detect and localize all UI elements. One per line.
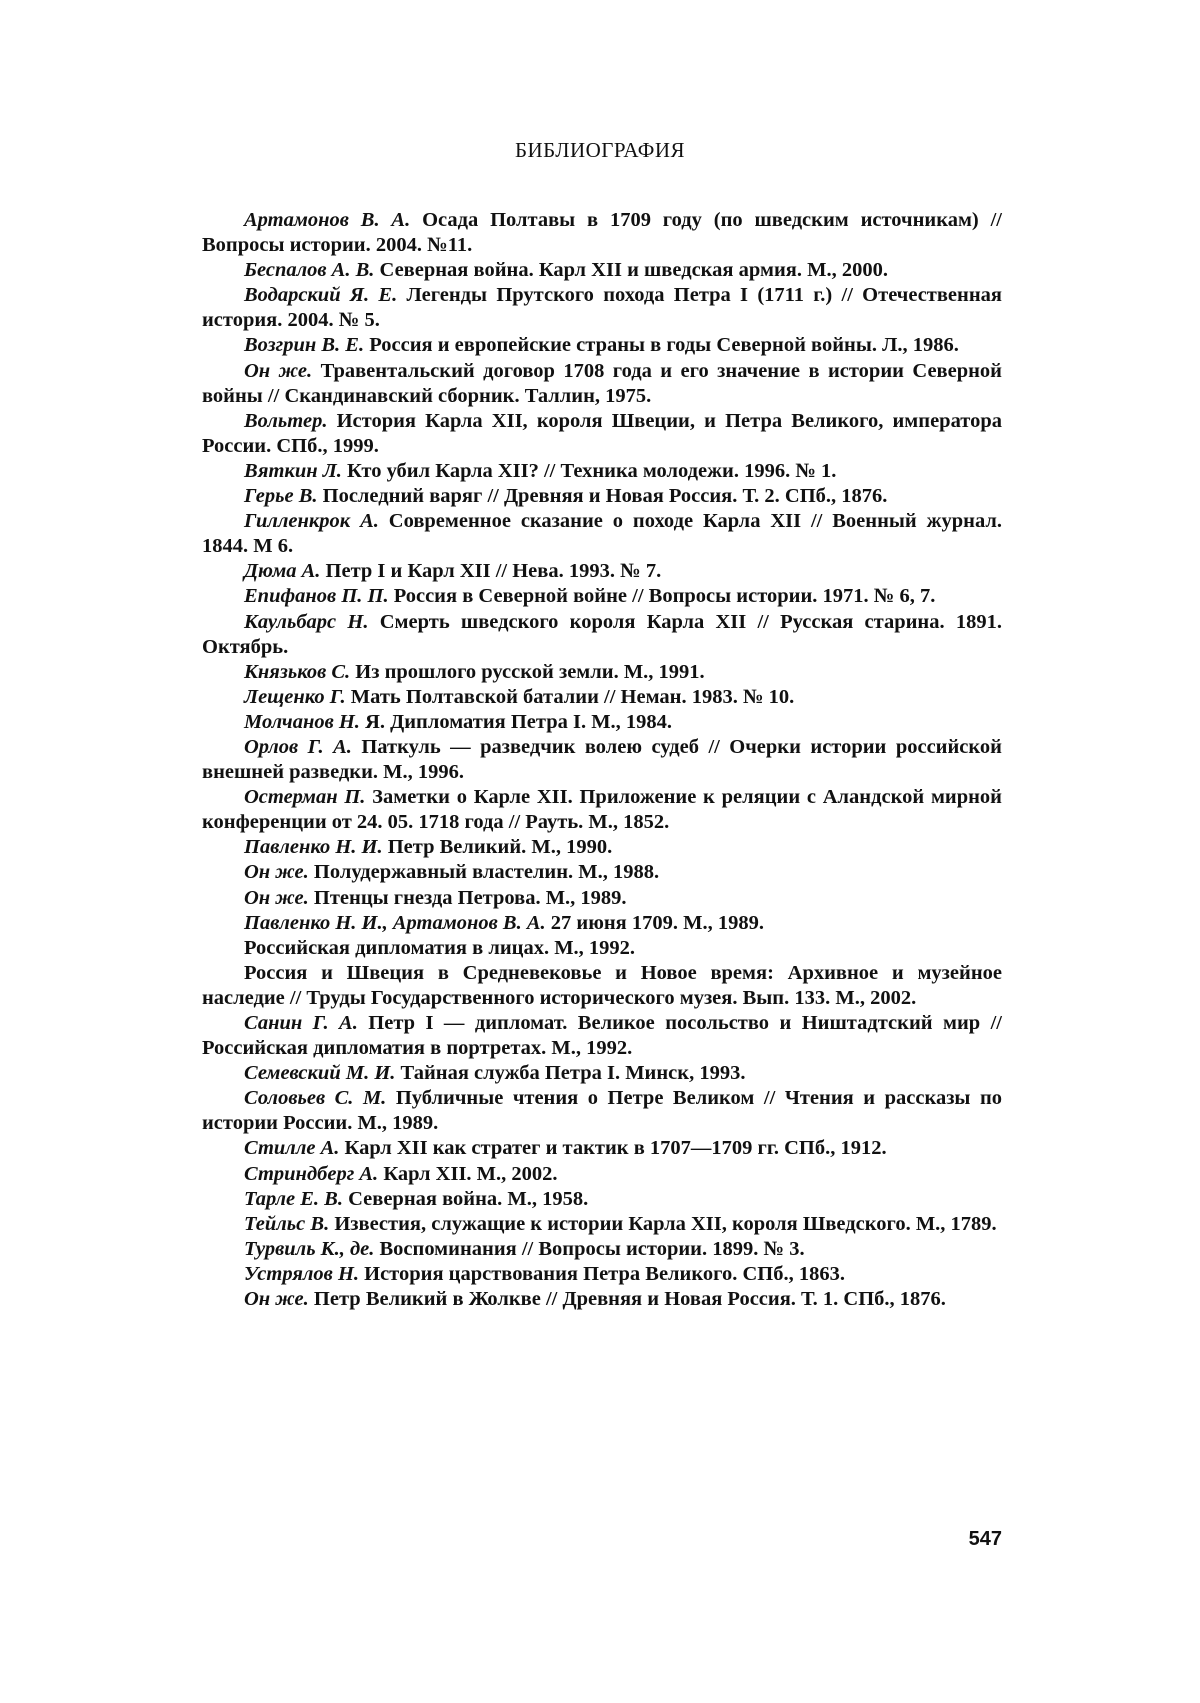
- bibliography-entry: [202, 559, 1002, 584]
- entry-text: Я. Дипломатия Петра I. М., 1984.: [365, 711, 672, 733]
- entry-author: Дюма А.: [244, 560, 320, 582]
- bibliography-entry: [202, 835, 1002, 860]
- entry-text: Паткуль — разведчик волею судеб // Очерки истории российской внешней разведки. М., 1996.: [202, 736, 1002, 783]
- entry-author: Он же.: [244, 887, 309, 909]
- bibliography-entry: [202, 584, 1002, 609]
- entry-author: Водарский Я. Е.: [244, 284, 397, 306]
- entry-text: Северная война. Карл XII и шведская армия. М., 2000.: [380, 259, 888, 281]
- entry-author: Остерман П.: [244, 786, 365, 808]
- bibliography-entry: [202, 1011, 1002, 1061]
- bibliography-entry: [202, 1212, 1002, 1237]
- entry-text: Петр I и Карл XII // Нева. 1993. № 7.: [326, 560, 662, 582]
- entry-author: Он же.: [244, 360, 312, 382]
- bibliography-entry: [202, 961, 1002, 1011]
- entry-author: Гилленкрок А.: [244, 510, 379, 532]
- entry-text: Россия и Швеция в Средневековье и Новое время: Архивное и музейное наследие // Труды Государственного исторического музея. Вып. 133. М., 2002.: [202, 962, 1002, 1009]
- entry-author: Лещенко Г.: [244, 686, 346, 708]
- bibliography-entry: [202, 936, 1002, 961]
- bibliography-entry: [202, 333, 1002, 358]
- entry-text: Травентальский договор 1708 года и его значение в истории Северной войны // Скандинавский сборник. Таллин, 1975.: [202, 360, 1002, 407]
- entry-text: Воспоминания // Вопросы истории. 1899. № 3.: [379, 1238, 804, 1260]
- bibliography-entry: [202, 1237, 1002, 1262]
- entry-text: Россия в Северной войне // Вопросы истории. 1971. № 6, 7.: [394, 585, 936, 607]
- bibliography-entry: [202, 1136, 1002, 1161]
- bibliography-entry: [202, 735, 1002, 785]
- page-title: БИБЛИОГРАФИЯ: [0, 138, 1200, 163]
- entry-author: Павленко Н. И.: [244, 836, 383, 858]
- entry-text: Осада Полтавы в 1709 году (по шведским источникам) // Вопросы истории. 2004. №11.: [202, 209, 1002, 256]
- entry-author: Епифанов П. П.: [244, 585, 389, 607]
- entry-author: Молчанов Н.: [244, 711, 360, 733]
- bibliography-entry: [202, 1162, 1002, 1187]
- bibliography-entry: [202, 283, 1002, 333]
- entry-text: Смерть шведского короля Карла XII // Русская старина. 1891. Октябрь.: [202, 611, 1002, 658]
- entry-author: Стилле А.: [244, 1137, 339, 1159]
- entry-author: Князьков С.: [244, 661, 350, 683]
- bibliography-entry: [202, 1187, 1002, 1212]
- bibliography-entry: [202, 1262, 1002, 1287]
- entry-text: Птенцы гнезда Петрова. М., 1989.: [314, 887, 627, 909]
- entry-author: Герье В.: [244, 485, 318, 507]
- entry-author: Артамонов В. А.: [244, 209, 410, 231]
- entry-text: Тайная служба Петра I. Минск, 1993.: [401, 1062, 746, 1084]
- entry-author: Павленко Н. И., Артамонов В. А.: [244, 912, 546, 934]
- bibliography-entry: [202, 685, 1002, 710]
- entry-author: Вяткин Л.: [244, 460, 342, 482]
- entry-text: Из прошлого русской земли. М., 1991.: [355, 661, 704, 683]
- entry-text: История царствования Петра Великого. СПб., 1863.: [364, 1263, 845, 1285]
- entry-author: Соловьев С. М.: [244, 1087, 386, 1109]
- bibliography-entry: [202, 409, 1002, 459]
- bibliography-entry: [202, 208, 1002, 258]
- entry-author: Семевский М. И.: [244, 1062, 395, 1084]
- bibliography-entry: [202, 710, 1002, 735]
- bibliography-entry: [202, 359, 1002, 409]
- entry-author: Он же.: [244, 861, 309, 883]
- entry-author: Каульбарс Н.: [244, 611, 368, 633]
- bibliography-entry: [202, 258, 1002, 283]
- entry-text: Мать Полтавской баталии // Неман. 1983. № 10.: [351, 686, 795, 708]
- bibliography-entry: [202, 785, 1002, 835]
- entry-text: Полудержавный властелин. М., 1988.: [314, 861, 659, 883]
- entry-text: Последний варяг // Древняя и Новая Россия. Т. 2. СПб., 1876.: [323, 485, 888, 507]
- entry-author: Он же.: [244, 1288, 309, 1310]
- bibliography-entry: [202, 484, 1002, 509]
- entry-text: Петр Великий в Жолкве // Древняя и Новая Россия. Т. 1. СПб., 1876.: [314, 1288, 946, 1310]
- entry-text: Публичные чтения о Петре Великом // Чтения и рассказы по истории России. М., 1989.: [202, 1087, 1002, 1134]
- entry-text: Петр I — дипломат. Великое посольство и Ништадтский мир // Российская дипломатия в портретах. М., 1992.: [202, 1012, 1002, 1059]
- bibliography-entry: [202, 459, 1002, 484]
- bibliography-entry: [202, 1287, 1002, 1312]
- entry-author: Турвиль К., де.: [244, 1238, 374, 1260]
- bibliography-entry: [202, 886, 1002, 911]
- entry-text: Северная война. М., 1958.: [348, 1188, 588, 1210]
- entry-text: 27 июня 1709. М., 1989.: [551, 912, 764, 934]
- entry-text: Известия, служащие к истории Карла XII, короля Шведского. М., 1789.: [334, 1213, 996, 1235]
- bibliography-entry: [202, 610, 1002, 660]
- entry-text: Петр Великий. М., 1990.: [388, 836, 613, 858]
- entry-text: Легенды Прутского похода Петра I (1711 г.) // Отечественная история. 2004. № 5.: [202, 284, 1002, 331]
- entry-text: Карл XII. М., 2002.: [383, 1163, 557, 1185]
- entry-text: Россия и европейские страны в годы Северной войны. Л., 1986.: [369, 334, 959, 356]
- bibliography-entry: [202, 1086, 1002, 1136]
- bibliography-entry: [202, 1061, 1002, 1086]
- entry-author: Устрялов Н.: [244, 1263, 359, 1285]
- bibliography-entry: [202, 660, 1002, 685]
- entry-author: Стриндберг А.: [244, 1163, 378, 1185]
- bibliography-entry: [202, 509, 1002, 559]
- bibliography-list: [202, 208, 1002, 1312]
- entry-text: Заметки о Карле XII. Приложение к реляции с Аландской мирной конференции от 24. 05. 1718 года // Рауть. М., 1852.: [202, 786, 1002, 833]
- page-number: 547: [940, 1528, 1002, 1551]
- entry-author: Тарле Е. В.: [244, 1188, 343, 1210]
- entry-text: Российская дипломатия в лицах. М., 1992.: [244, 937, 635, 959]
- entry-text: Кто убил Карла XII? // Техника молодежи. 1996. № 1.: [347, 460, 836, 482]
- entry-text: История Карла XII, короля Швеции, и Петра Великого, императора России. СПб., 1999.: [202, 410, 1002, 457]
- bibliography-entry: [202, 860, 1002, 885]
- bibliography-entry: [202, 911, 1002, 936]
- entry-author: Беспалов А. В.: [244, 259, 374, 281]
- entry-author: Тейльс В.: [244, 1213, 329, 1235]
- entry-text: Современное сказание о походе Карла XII // Военный журнал. 1844. М 6.: [202, 510, 1002, 557]
- entry-author: Санин Г. А.: [244, 1012, 358, 1034]
- entry-author: Вольтер.: [244, 410, 327, 432]
- entry-author: Орлов Г. А.: [244, 736, 352, 758]
- entry-author: Возгрин В. Е.: [244, 334, 364, 356]
- entry-text: Карл XII как стратег и тактик в 1707—1709 гг. СПб., 1912.: [345, 1137, 887, 1159]
